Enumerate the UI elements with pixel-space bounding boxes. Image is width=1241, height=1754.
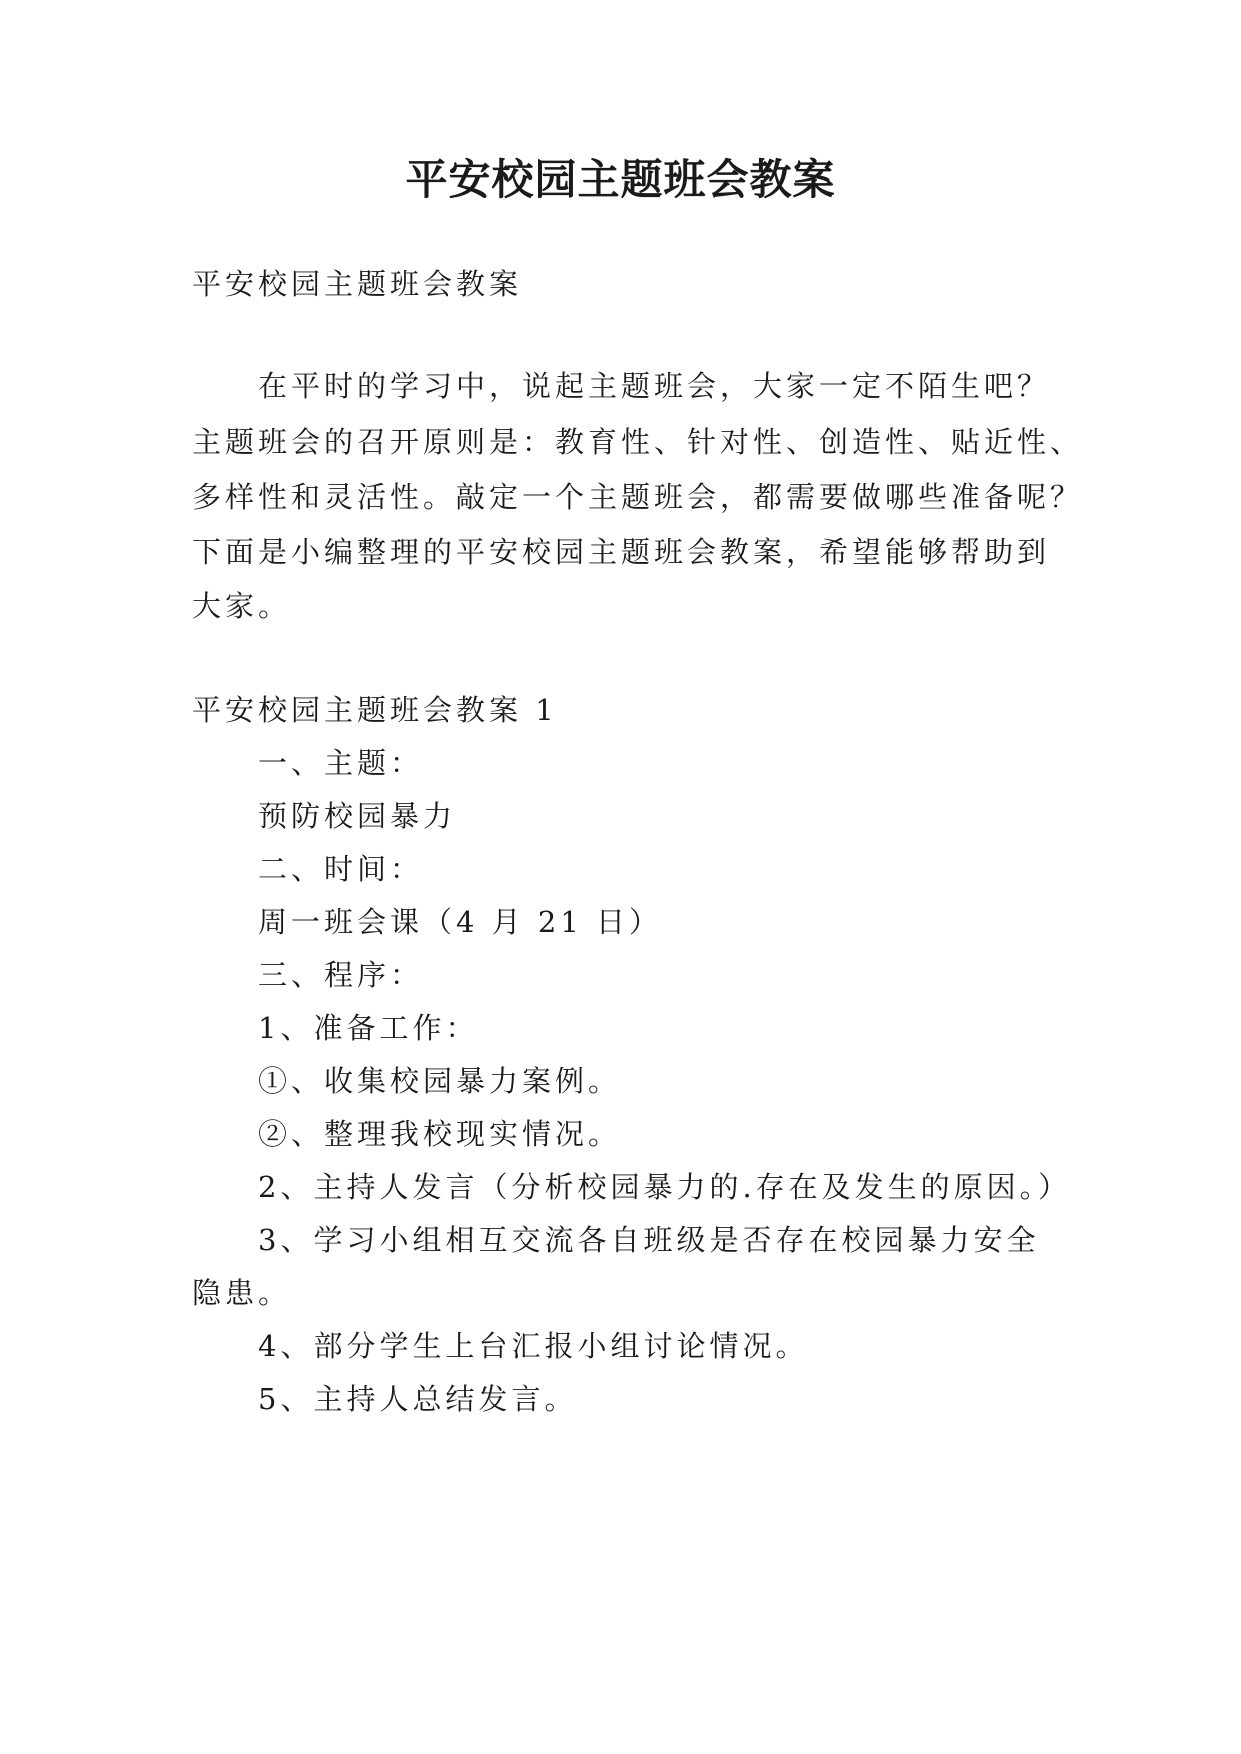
section-heading: 平安校园主题班会教案 1: [192, 693, 558, 727]
intro-line-4: 下面是小编整理的平安校园主题班会教案，希望能够帮助到: [192, 535, 1051, 569]
intro-line-3: 多样性和灵活性。敲定一个主题班会，都需要做哪些准备呢？: [192, 480, 1084, 514]
item-theme-label: 一、主题：: [258, 746, 424, 780]
item-step-1b: ②、整理我校现实情况。: [258, 1117, 622, 1151]
intro-line-2: 主题班会的召开原则是：教育性、针对性、创造性、贴近性、: [192, 425, 1084, 459]
item-step-1a: ①、收集校园暴力案例。: [258, 1064, 622, 1098]
item-step-3-cont: 隐患。: [192, 1276, 292, 1310]
item-time-label: 二、时间：: [258, 852, 424, 886]
intro-line-1: 在平时的学习中，说起主题班会，大家一定不陌生吧？: [258, 369, 1051, 403]
item-time-value: 周一班会课（4 月 21 日）: [258, 905, 663, 939]
item-step-1: 1、准备工作：: [258, 1011, 479, 1045]
item-step-4: 4、部分学生上台汇报小组讨论情况。: [258, 1329, 809, 1363]
item-step-3: 3、学习小组相互交流各自班级是否存在校园暴力安全: [258, 1223, 1040, 1257]
document-title: 平安校园主题班会教案: [405, 155, 836, 204]
document-subtitle: 平安校园主题班会教案: [192, 267, 523, 301]
item-theme-value: 预防校园暴力: [258, 799, 457, 833]
item-step-2: 2、主持人发言（分析校园暴力的.存在及发生的原因。）: [258, 1170, 1072, 1204]
item-procedure-label: 三、程序：: [258, 958, 424, 992]
intro-line-5: 大家。: [192, 589, 292, 623]
item-step-5: 5、主持人总结发言。: [258, 1382, 578, 1416]
